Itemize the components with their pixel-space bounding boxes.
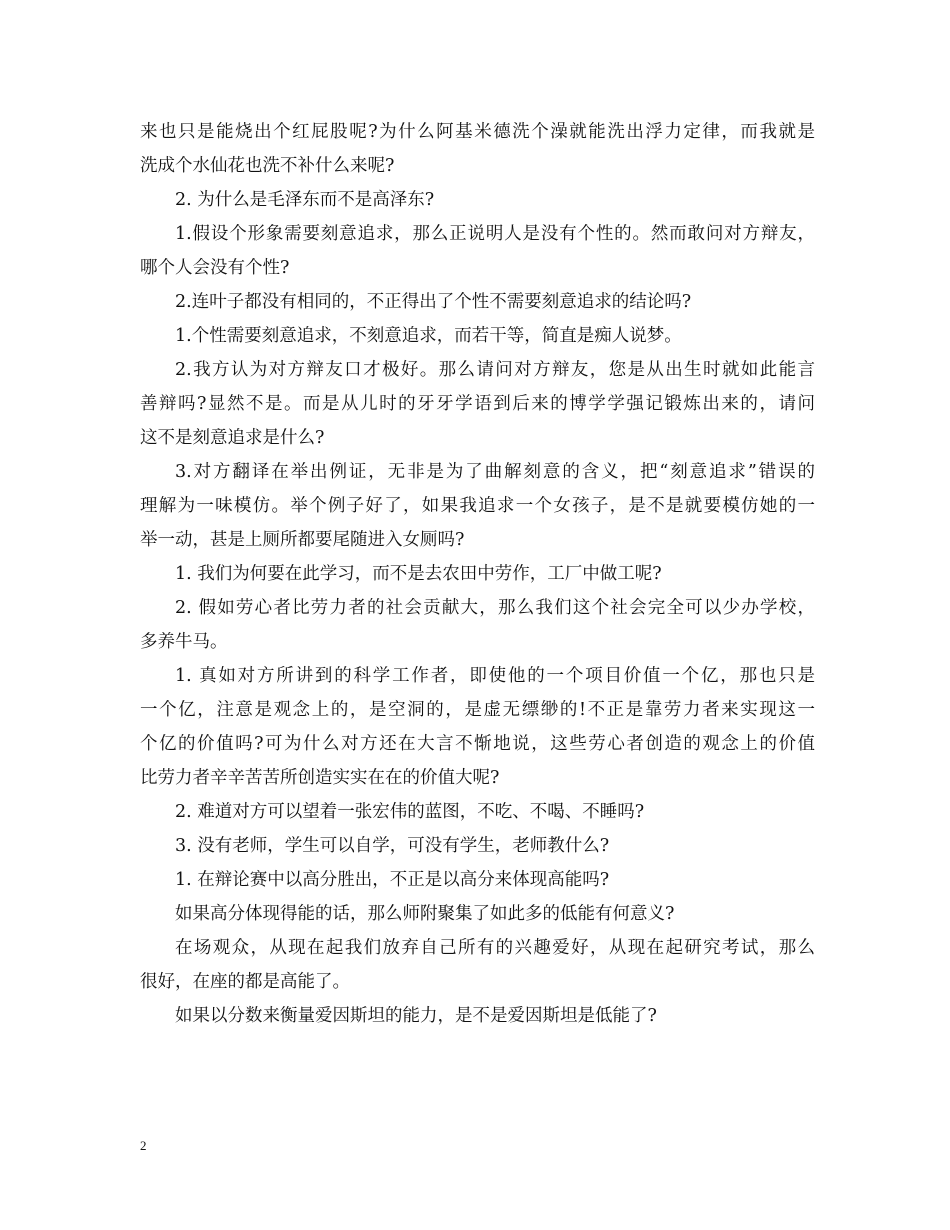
text-line: 很好，在座的都是高能了。 [140, 972, 350, 992]
text-line: 多养牛马。 [140, 632, 228, 652]
text-line: 2. 难道对方可以望着一张宏伟的蓝图，不吃、不喝、不睡吗? [175, 802, 645, 822]
text-line: 2.连叶子都没有相同的，不正得出了个性不需要刻意追求的结论吗? [175, 292, 692, 312]
text-line: 比劳力者辛辛苦苦所创造实实在在的价值大呢? [140, 768, 500, 788]
text-line: 3. 没有老师，学生可以自学，可没有学生，老师教什么? [175, 836, 610, 856]
text-line: 理解为一味模仿。举个例子好了，如果我追求一个女孩子，是不是就要模仿她的一 [140, 496, 815, 516]
text-line: 哪个人会没有个性? [140, 258, 290, 278]
text-line: 2.我方认为对方辩友口才极好。那么请问对方辩友，您是从出生时就如此能言 [175, 360, 815, 380]
document-body [140, 115, 815, 1033]
text-line: 在场观众，从现在起我们放弃自己所有的兴趣爱好，从现在起研究考试，那么 [175, 938, 815, 958]
text-line: 2. 假如劳心者比劳力者的社会贡献大，那么我们这个社会完全可以少办学校， [175, 598, 815, 618]
text-line: 3.对方翻译在举出例证，无非是为了曲解刻意的含义，把“刻意追求”错误的 [175, 462, 815, 482]
text-line: 如果以分数来衡量爱因斯坦的能力，是不是爱因斯坦是低能了? [175, 1006, 657, 1026]
text-line: 一个亿，注意是观念上的，是空洞的，是虚无缥缈的!不正是靠劳力者来实现这一 [140, 700, 815, 720]
text-line: 举一动，甚是上厕所都要尾随进入女厕吗? [140, 530, 465, 550]
text-line: 1.假设个形象需要刻意追求，那么正说明人是没有个性的。然而敢问对方辩友， [175, 224, 815, 244]
text-line: 1.个性需要刻意追求，不刻意追求，而若干等，简直是痴人说梦。 [175, 326, 682, 346]
text-line: 个亿的价值吗?可为什么对方还在大言不惭地说，这些劳心者创造的观念上的价值 [140, 734, 815, 754]
text-line: 洗成个水仙花也洗不补什么来呢? [140, 156, 395, 176]
text-line: 如果高分体现得能的话，那么师附聚集了如此多的低能有何意义? [175, 904, 675, 924]
text-line: 1. 真如对方所讲到的科学工作者，即使他的一个项目价值一个亿，那也只是 [175, 666, 815, 686]
text-line: 2. 为什么是毛泽东而不是高泽东? [175, 190, 435, 210]
text-line: 1. 我们为何要在此学习，而不是去农田中劳作，工厂中做工呢? [175, 564, 662, 584]
text-line: 来也只是能烧出个红屁股呢?为什么阿基米德洗个澡就能洗出浮力定律，而我就是 [140, 122, 815, 142]
text-line: 1. 在辩论赛中以高分胜出，不正是以高分来体现高能吗? [175, 870, 610, 890]
text-line: 善辩吗?显然不是。而是从儿时的牙牙学语到后来的博学学强记锻炼出来的，请问 [140, 394, 815, 414]
page-number: 2 [140, 1138, 147, 1153]
text-line: 这不是刻意追求是什么? [140, 428, 325, 448]
